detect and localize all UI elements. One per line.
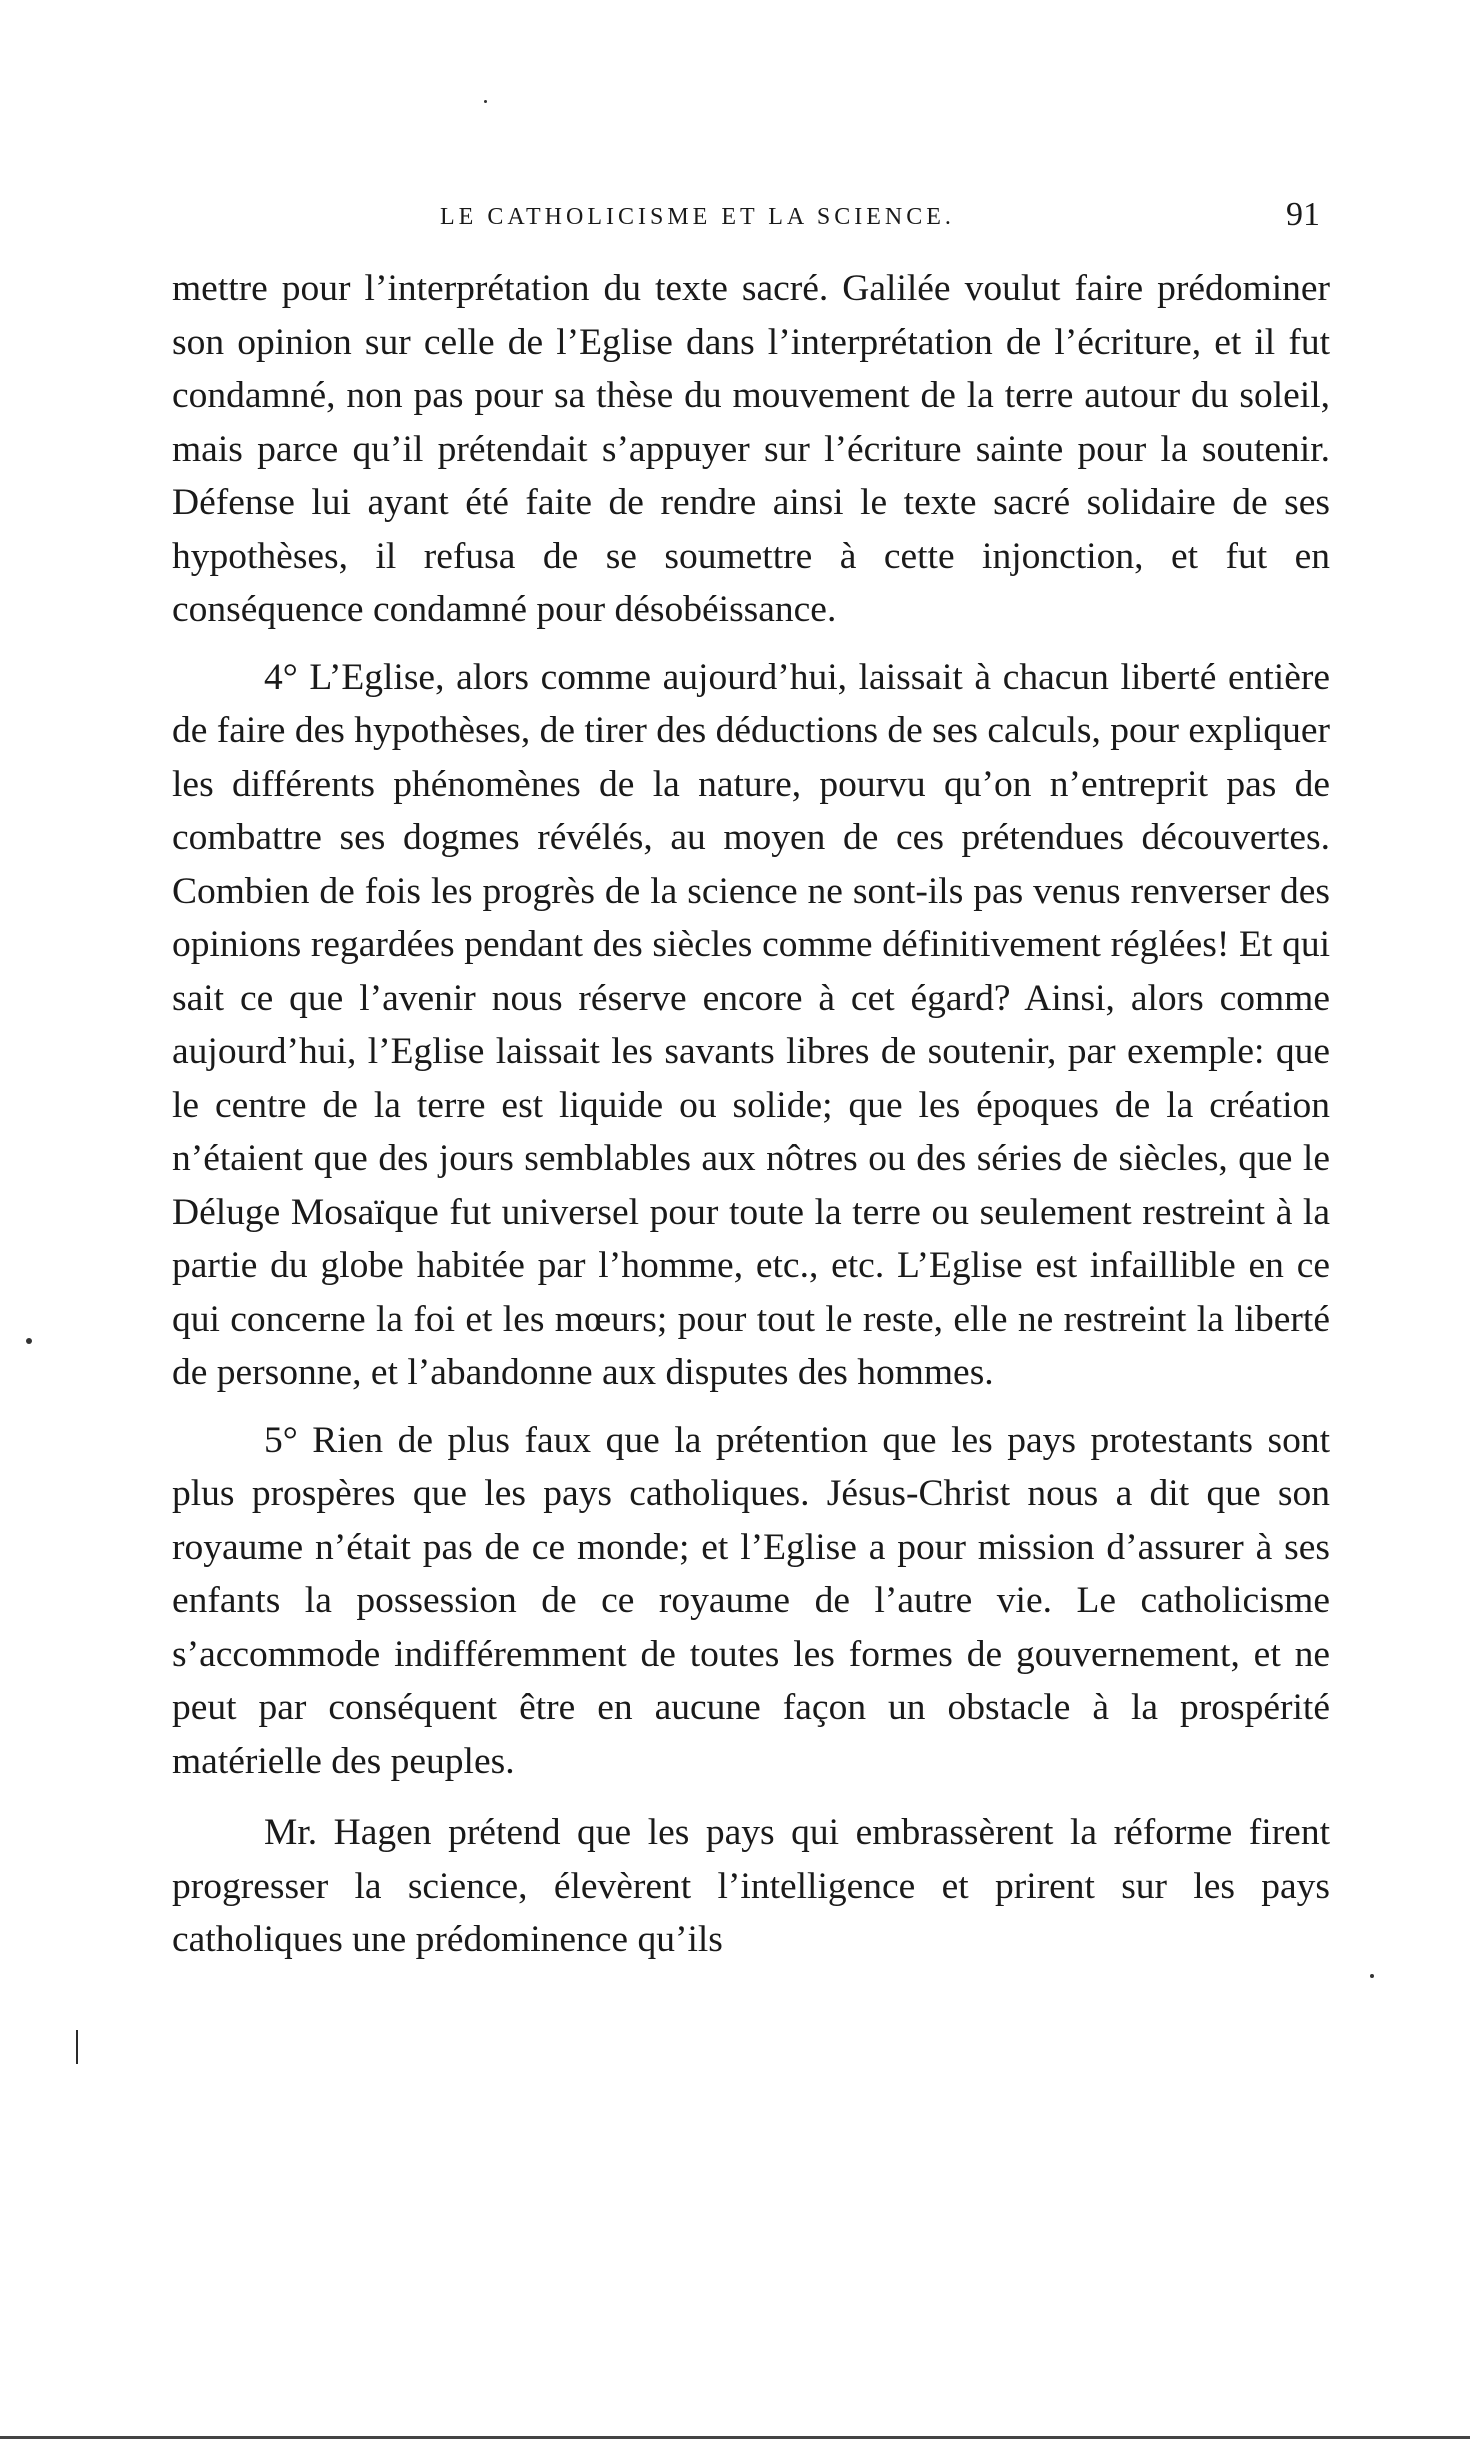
page-header <box>170 196 1320 244</box>
paragraph-1: mettre pour l’interprétation du texte sacré. Galilée voulut faire prédominer son opinion sur celle de l’Eglise dans l’interprétation de l’écriture, et il fut condamné, non pas pour sa thèse du mouvement de la terre autour du soleil, mais parce qu’il prétendait s’appuyer sur l’écriture sainte pour la soutenir. Défense lui ayant été faite de rendre ainsi le texte sacré solidaire de ses hypothèses, il refusa de se soumettre à cette injonction, et fut en conséquence condamné pour désobéissance. <box>172 268 1330 630</box>
scan-mark <box>76 2030 78 2064</box>
paragraph-4: Mr. Hagen prétend que les pays qui embrassèrent la réforme firent progresser la science, élevèrent l’intelligence et prirent sur les pays catholiques une prédominence qu’ils <box>172 1812 1330 1960</box>
body-text <box>172 262 1330 1967</box>
paragraph-3: 5° Rien de plus faux que la prétention que les pays protestants sont plus prospères que les pays catholiques. Jésus-Christ nous a dit que son royaume n’était pas de ce monde; et l’Eglise a pour mission d’assurer à ses enfants la possession de ce royaume de l’autre vie. Le catholicisme s’accommode indifféremment de toutes les formes de gouvernement, et ne peut par conséquent être en aucune façon un obstacle à la prospérité matérielle des peuples. <box>172 1419 1330 1782</box>
scan-speck <box>1370 1974 1374 1978</box>
running-title: LE CATHOLICISME ET LA SCIENCE. <box>440 204 955 230</box>
scan-speck <box>484 100 487 103</box>
paragraph-2: 4° L’Eglise, alors comme aujourd’hui, laissait à chacun liberté entière de faire des hypothèses, de tirer des déductions de ses calculs, pour expliquer les différents phénomènes de la nature, pourvu qu’on n’entreprit pas de combattre ses dogmes révélés, au moyen de ces prétendues découvertes. Combien de fois les progrès de la science ne sont-ils pas venus renverser des opinions regardées pendant des siècles comme définitivement réglées! Et qui sait ce que l’avenir nous réserve encore à cet égard? Ainsi, alors comme aujourd’hui, l’Eglise laissait les savants libres de soutenir, par exemple: que le centre de la terre est liquide ou solide; que les époques de la création n’étaient que des jours semblables aux nôtres ou des séries de siècles, que le Déluge Mosaïque fut universel pour toute la terre ou seulement restreint à la partie du globe habitée par l’homme, etc., etc. L’Eglise est infaillible en ce qui concerne la foi et les mœurs; pour tout le reste, elle ne restreint la liberté de personne, et l’abandonne aux disputes des hommes. <box>172 656 1330 1393</box>
scan-speck <box>26 1338 32 1344</box>
page-number: 91 <box>1286 196 1320 233</box>
scan-edge <box>0 2436 1470 2439</box>
